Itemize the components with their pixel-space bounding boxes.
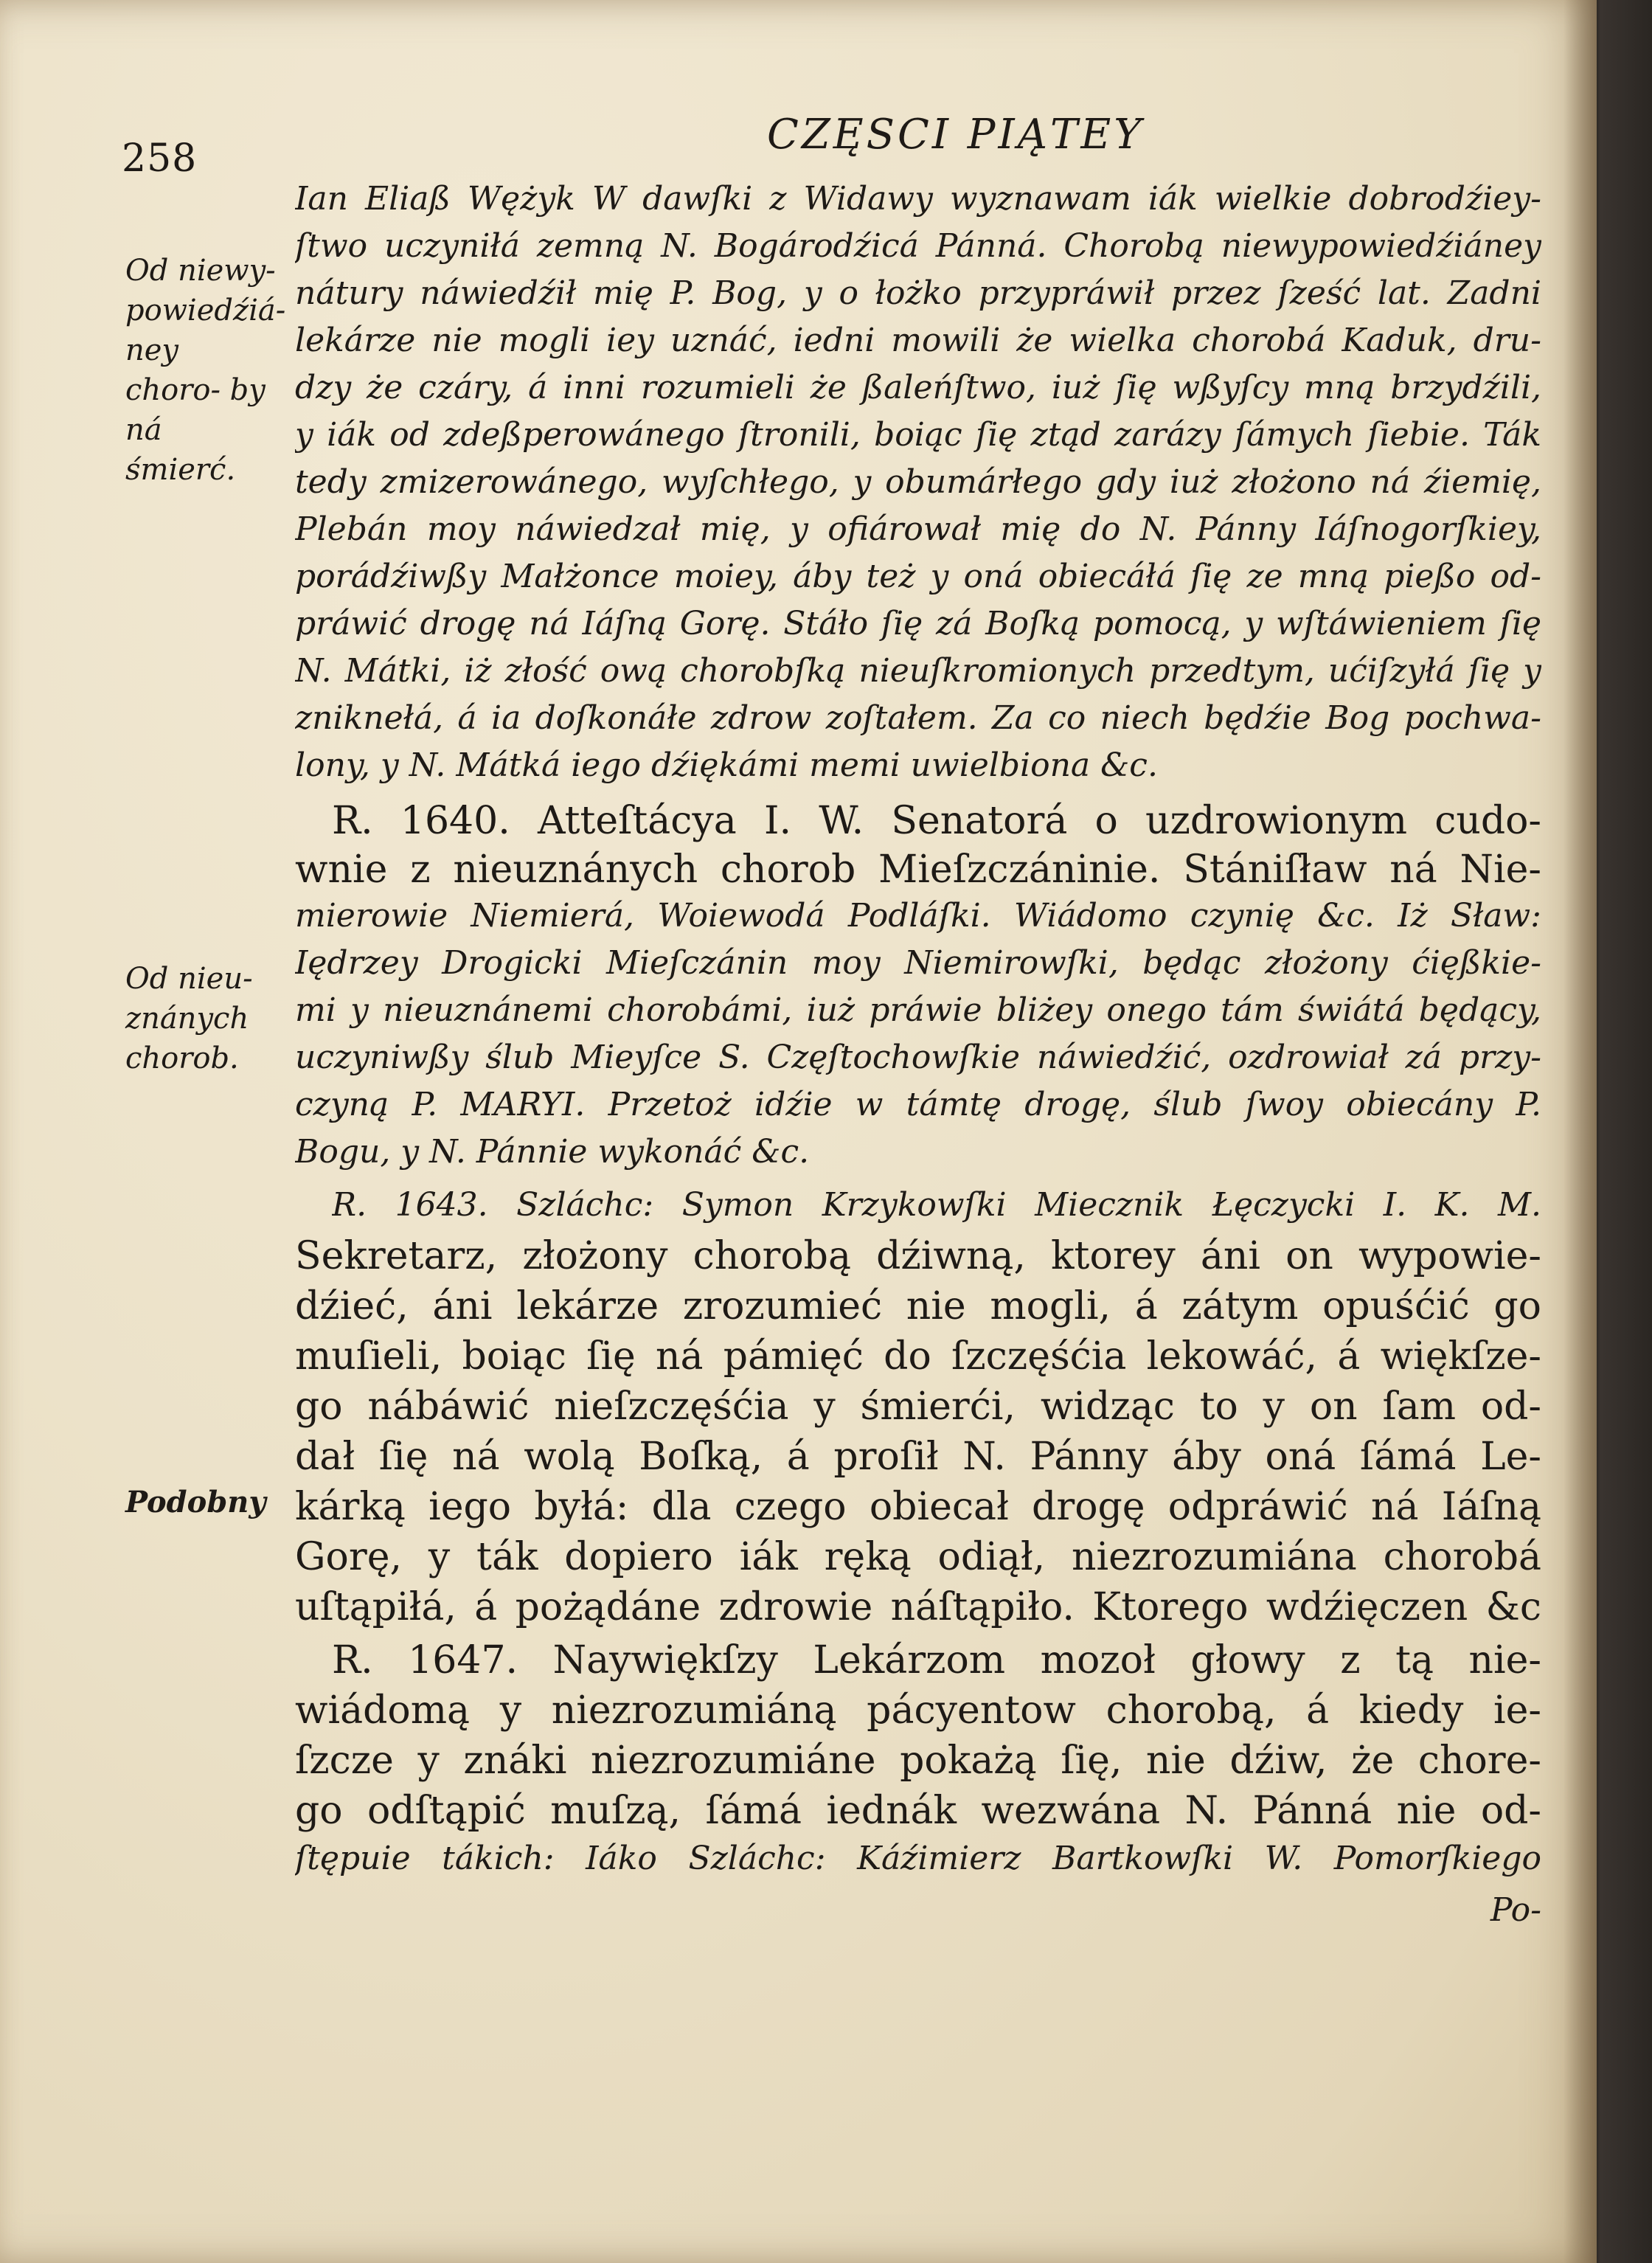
text-line: lekárze nie mogli iey uznáć, iedni mowili że wielka chorobá Kaduk, dru- <box>295 322 1541 359</box>
text-line: Sekretarz, złożony chorobą dźiwną, ktorey áni on wypowie- <box>295 1234 1541 1278</box>
margin-note-2: Od nieu- znánych chorob. <box>125 962 253 1075</box>
text-line: práwić drogę ná Iáſną Gorę. Stáło ſię zá Boſką pomocą, y wſtáwieniem ſię <box>295 605 1541 642</box>
text-line: wiádomą y niezrozumiáną pácyentow chorobą, á kiedy ie- <box>295 1688 1541 1733</box>
running-head: CZĘSCI PIĄTEY <box>767 111 1145 159</box>
text-line: R. 1640. Atteſtácya I. W. Senatorá o uzdrowionym cudo- <box>332 799 1541 843</box>
text-line: uſtąpiłá, á pożądáne zdrowie náſtąpiło. Ktorego wdźięczen &c <box>295 1585 1541 1629</box>
text-line: go odſtąpić muſzą, ſámá iednák wezwána N. Pánná nie od- <box>295 1789 1541 1833</box>
text-line: lony, y N. Mátká iego dźiękámi memi uwielbiona &c. <box>295 746 1158 784</box>
text-line: go nábáwić nieſzczęśćia y śmierći, widząc to y on ſam od- <box>295 1385 1541 1429</box>
page-gutter-shadow <box>1564 0 1597 2263</box>
text-line: zniknełá, á ia doſkonáłe zdrow zoſtałem. Za co niech będźie Bog pochwa- <box>295 699 1541 737</box>
text-line: wnie z nieuznánych chorob Mieſzczáninie. Stániſław ná Nie- <box>295 848 1541 892</box>
page-number: 258 <box>122 136 198 181</box>
text-line: Iędrzey Drogicki Mieſczánin moy Niemirowſki, będąc złożony ćięßkie- <box>295 944 1541 982</box>
text-line: mierowie Niemierá, Woiewodá Podláſki. Wiádomo czynię &c. Iż Sław: <box>295 897 1541 935</box>
text-line: nátury náwiedźił mię P. Bog, y o łożko przypráwił przez ſześć lat. Zadni <box>295 274 1541 312</box>
text-line: dźieć, áni lekárze zrozumieć nie mogli, á zátym opuśćić go <box>295 1284 1541 1328</box>
text-line: tedy zmizerowánego, wyſchłego, y obumárłego gdy iuż złożono ná źiemię, <box>295 463 1541 501</box>
text-line: Plebán moy náwiedzał mię, y ofiárował mię do N. Pánny Iáſnogorſkiey, <box>295 510 1541 548</box>
text-line: dał ſię ná wolą Boſką, á proſił N. Pánny áby oná ſámá Le- <box>295 1435 1541 1479</box>
text-line: ſtwo uczyniłá zemną N. Bogárodźicá Pánná. Chorobą niewypowiedźiáney <box>295 227 1541 265</box>
text-line: R. 1643. Szláchc: Symon Krzykowſki Miecznik Łęczycki I. K. M. <box>332 1186 1541 1224</box>
text-line: porádźiwßy Małżonce moiey, áby też y oná obiecáłá ſię ze mną pießo od- <box>295 558 1541 595</box>
text-line: ſzcze y znáki niezrozumiáne pokażą ſię, nie dźiw, że chore- <box>295 1739 1541 1783</box>
text-line: y iák od zdeßperowánego ſtronili, boiąc ſię ztąd zarázy ſámych ſiebie. Ták <box>295 416 1541 454</box>
text-line: Bogu, y N. Pánnie wykonáć &c. <box>295 1133 810 1171</box>
catchword: Po- <box>1490 1891 1541 1929</box>
text-line: R. 1647. Naywiękſzy Lekárzom mozoł głowy z tą nie- <box>332 1638 1541 1682</box>
text-line: Gorę, y ták dopiero iák ręką odiął, niezrozumiána chorobá <box>295 1535 1541 1579</box>
text-line: czyną P. MARYI. Przetoż idźie w támtę drogę, ślub ſwoy obiecány P. <box>295 1086 1541 1123</box>
text-line: uczyniwßy ślub Mieyſce S. Częſtochowſkie náwiedźić, ozdrowiał zá przy- <box>295 1039 1541 1076</box>
text-line: dzy że czáry, á inni rozumieli że ßaleńſtwo, iuż ſię wßyſcy mną brzydźili, <box>295 369 1541 406</box>
text-line: kárką iego byłá: dla czego obiecał drogę odpráwić ná Iáſną <box>295 1485 1541 1529</box>
margin-note-1: Od niewy- powiedźiá- ney choro- by ná śmierć. <box>125 254 286 487</box>
text-line: ſtępuie tákich: Iáko Szláchc: Káźimierz Bartkowſki W. Pomorſkiego <box>295 1840 1541 1877</box>
text-line: mi y nieuznánemi chorobámi, iuż práwie bliżey onego tám świátá będący, <box>295 991 1541 1029</box>
text-line: N. Mátki, iż złość ową chorobſką nieuſkromionych przedtym, ućiſzyłá ſię y <box>295 652 1541 690</box>
text-line: muſieli, boiąc ſię ná pámięć do ſzczęśćia lekowáć, á więkſze- <box>295 1334 1541 1379</box>
text-line: Ian Eliaß Wężyk W dawſki z Widawy wyznawam iák wielkie dobrodźiey- <box>295 180 1541 218</box>
margin-note-3: Podobny <box>125 1485 266 1519</box>
